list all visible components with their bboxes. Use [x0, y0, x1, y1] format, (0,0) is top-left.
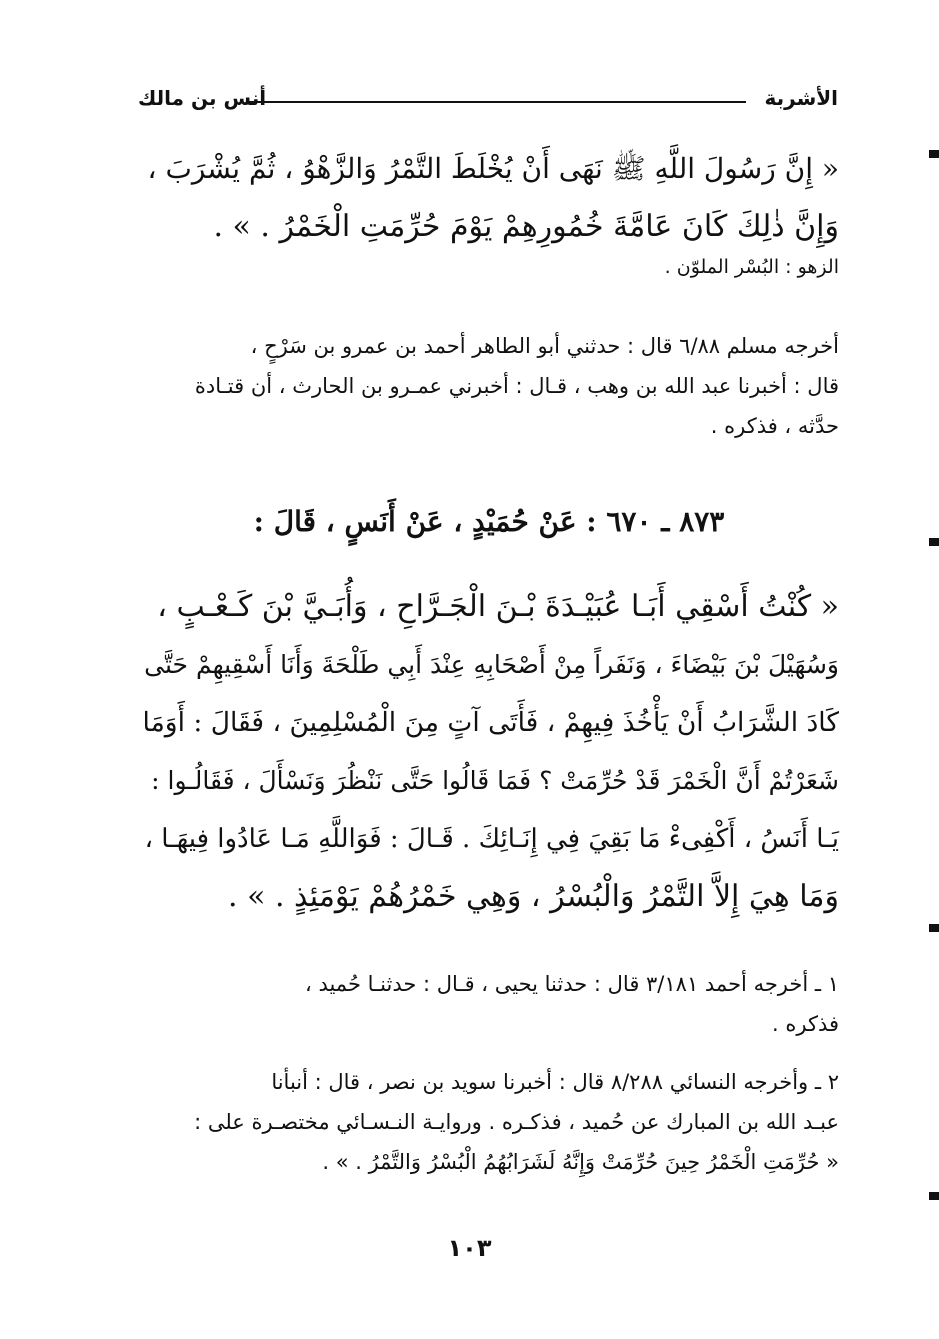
hadith-line: كَادَ الشَّرَابُ أَنْ يَأْخُذَ فِيهِمْ ، فَأَتَى آتٍ مِنَ الْمُسْلِمِينَ ، فَقَالَ : أَوَمَا [142, 707, 839, 738]
scan-edge-mark [929, 538, 939, 546]
page-number: ١٠٣ [447, 1234, 492, 1262]
gloss-line: الزهو : البُسْر الملوّن . [664, 256, 839, 278]
source-line: عبـد الله بن المبارك عن حُميد ، فذكـره . وروايـة النـسـائي مختصـرة على : [194, 1110, 839, 1134]
source-line: حدَّثه ، فذكره . [710, 414, 839, 438]
hadith-873-text [139, 578, 839, 926]
source-line: ٢ ـ وأخرجه النسائي ٨/٢٨٨ قال : أخبرنا سويد بن نصر ، قال : أنبأنا [271, 1070, 839, 1094]
hadith-line: وَإِنَّ ذٰلِكَ كَانَ عَامَّةَ خُمُورِهِمْ يَوْمَ حُرِّمَتِ الْخَمْرُ . » . [213, 209, 839, 244]
source-line: أخرجه مسلم ٦/٨٨ قال : حدثني أبو الطاهر أحمد بن عمرو بن سَرْحٍ ، [250, 334, 839, 358]
header-section-title: الأشربة [764, 86, 838, 110]
source-line: قال : أخبرنا عبد الله بن وهب ، قـال : أخبرني عمـرو بن الحارث ، أن قتـادة [194, 374, 839, 398]
source-873-1 [139, 964, 839, 1044]
hadith-line: « إِنَّ رَسُولَ اللَّهِ ﷺ نَهَى أَنْ يُخْلَطَ التَّمْرُ وَالزَّهْوُ ، ثُمَّ يُشْرَبَ ، [147, 152, 839, 185]
scan-edge-mark [929, 150, 939, 158]
source-line: ١ ـ أخرجه أحمد ٣/١٨١ قال : حدثنا يحيى ، قـال : حدثنـا حُميد ، [304, 972, 839, 996]
hadith-line: وَسُهَيْلَ بْنَ بَيْضَاءَ ، وَنَفَراً مِنْ أَصْحَابِهِ عِنْدَ أَبِي طَلْحَةَ وَأَنَا أَسْقِيهِمْ حَتَّى [144, 650, 839, 679]
source-873-2 [139, 1062, 839, 1182]
hadith-line: يَـا أَنَسُ ، أَكْفِىءْ مَا بَقِيَ فِي إِنَـائِكَ . قَـالَ : فَوَاللَّهِ مَـا عَادُوا فِيهَـا ، [144, 824, 839, 854]
hadith-line: وَمَا هِيَ إِلاَّ التَّمْرُ وَالْبُسْرُ ، وَهِي خَمْرُهُمْ يَوْمَئِذٍ . » . [228, 879, 839, 914]
source-872 [139, 326, 839, 446]
header-rule [246, 101, 746, 103]
hadith-line: شَعَرْتُمْ أَنَّ الْخَمْرَ قَدْ حُرِّمَتْ ؟ فَمَا قَالُوا حَتَّى نَنْظُرَ وَنَسْأَلَ ، فَقَالُـوا : [151, 766, 839, 795]
source-line: « حُرِّمَتِ الْخَمْرُ حِينَ حُرِّمَتْ وَإِنَّهُ لَشَرَابُهُمُ الْبُسْرُ وَالتَّمْرُ . » . [322, 1150, 839, 1174]
hadith-872-text [139, 140, 839, 256]
scan-edge-mark [929, 924, 939, 932]
scan-edge-mark [929, 1192, 939, 1200]
hadith-873-title [139, 502, 839, 542]
source-line: فذكره . [772, 1012, 839, 1036]
running-header [138, 86, 838, 116]
hadith-title-line: ٨٧٣ ـ ٦٧٠ : عَنْ حُمَيْدٍ ، عَنْ أَنَسٍ ، قَالَ : [253, 505, 725, 538]
gloss-note [139, 252, 839, 282]
hadith-line: « كُنْتُ أَسْقِي أَبَـا عُبَيْـدَةَ بْـنَ الْجَـرَّاحِ ، وَأُبَـيَّ بْنَ كَـعْـبٍ ، [157, 589, 839, 624]
header-author: أنس بن مالك [138, 86, 267, 110]
